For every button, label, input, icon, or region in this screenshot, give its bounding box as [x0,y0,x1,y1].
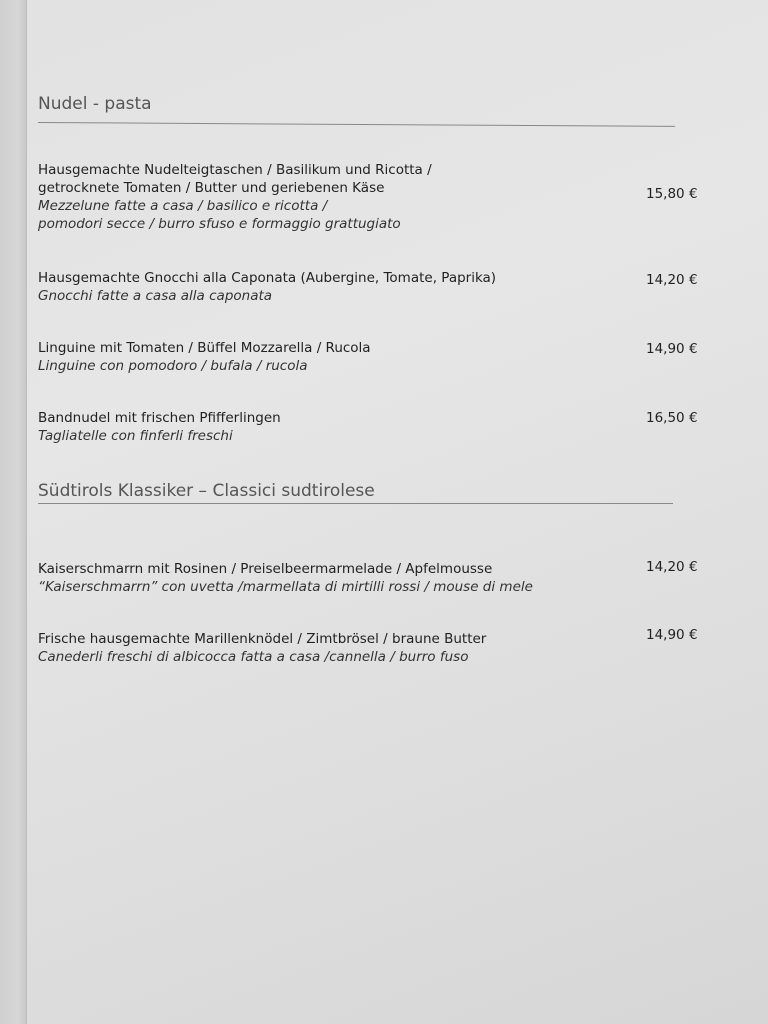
page-binding-edge [0,0,27,1024]
item-name-it: Gnocchi fatte a casa alla caponata [38,288,273,304]
item-name-de: Bandnudel mit frischen Pfifferlingen [38,410,281,426]
item-price: 14,20 € [646,559,698,575]
item-name-de: getrocknete Tomaten / Butter und geriebenen Käse [38,180,385,196]
item-name-de: Frische hausgemachte Marillenknödel / Zimtbrösel / braune Butter [38,631,487,647]
item-name-de: Hausgemachte Gnocchi alla Caponata (Aubergine, Tomate, Paprika) [38,270,497,286]
item-name-de: Kaiserschmarrn mit Rosinen / Preiselbeermarmelade / Apfelmousse [38,561,493,577]
item-name-it: Linguine con pomodoro / bufala / rucola [38,358,308,374]
section-divider [38,503,673,504]
item-price: 15,80 € [646,186,698,202]
menu-item [38,630,638,666]
item-price: 14,90 € [646,341,698,357]
item-name-de: Linguine mit Tomaten / Büffel Mozzarella / Rucola [38,340,371,356]
item-name-de: Hausgemachte Nudelteigtaschen / Basilikum und Ricotta / [38,162,432,178]
menu-page [27,0,768,1024]
menu-item [38,409,638,445]
menu-item [38,560,638,596]
item-price: 14,20 € [646,272,698,288]
item-name-it: Mezzelune fatte a casa / basilico e ricotta / [38,198,328,214]
menu-item [38,339,638,375]
menu-item [38,269,638,305]
item-name-it: “Kaiserschmarrn” con uvetta /marmellata di mirtilli rossi / mouse di mele [38,579,533,595]
item-price: 14,90 € [646,627,698,643]
section-title-klassiker: Südtirols Klassiker – Classici sudtirolese [38,481,375,501]
section-title-pasta: Nudel - pasta [38,94,152,114]
item-name-it: pomodori secce / burro sfuso e formaggio grattugiato [38,216,401,232]
item-price: 16,50 € [646,410,698,426]
item-name-it: Canederli freschi di albicocca fatta a casa /cannella / burro fuso [38,649,469,665]
menu-item [38,161,638,233]
item-name-it: Tagliatelle con finferli freschi [38,428,233,444]
